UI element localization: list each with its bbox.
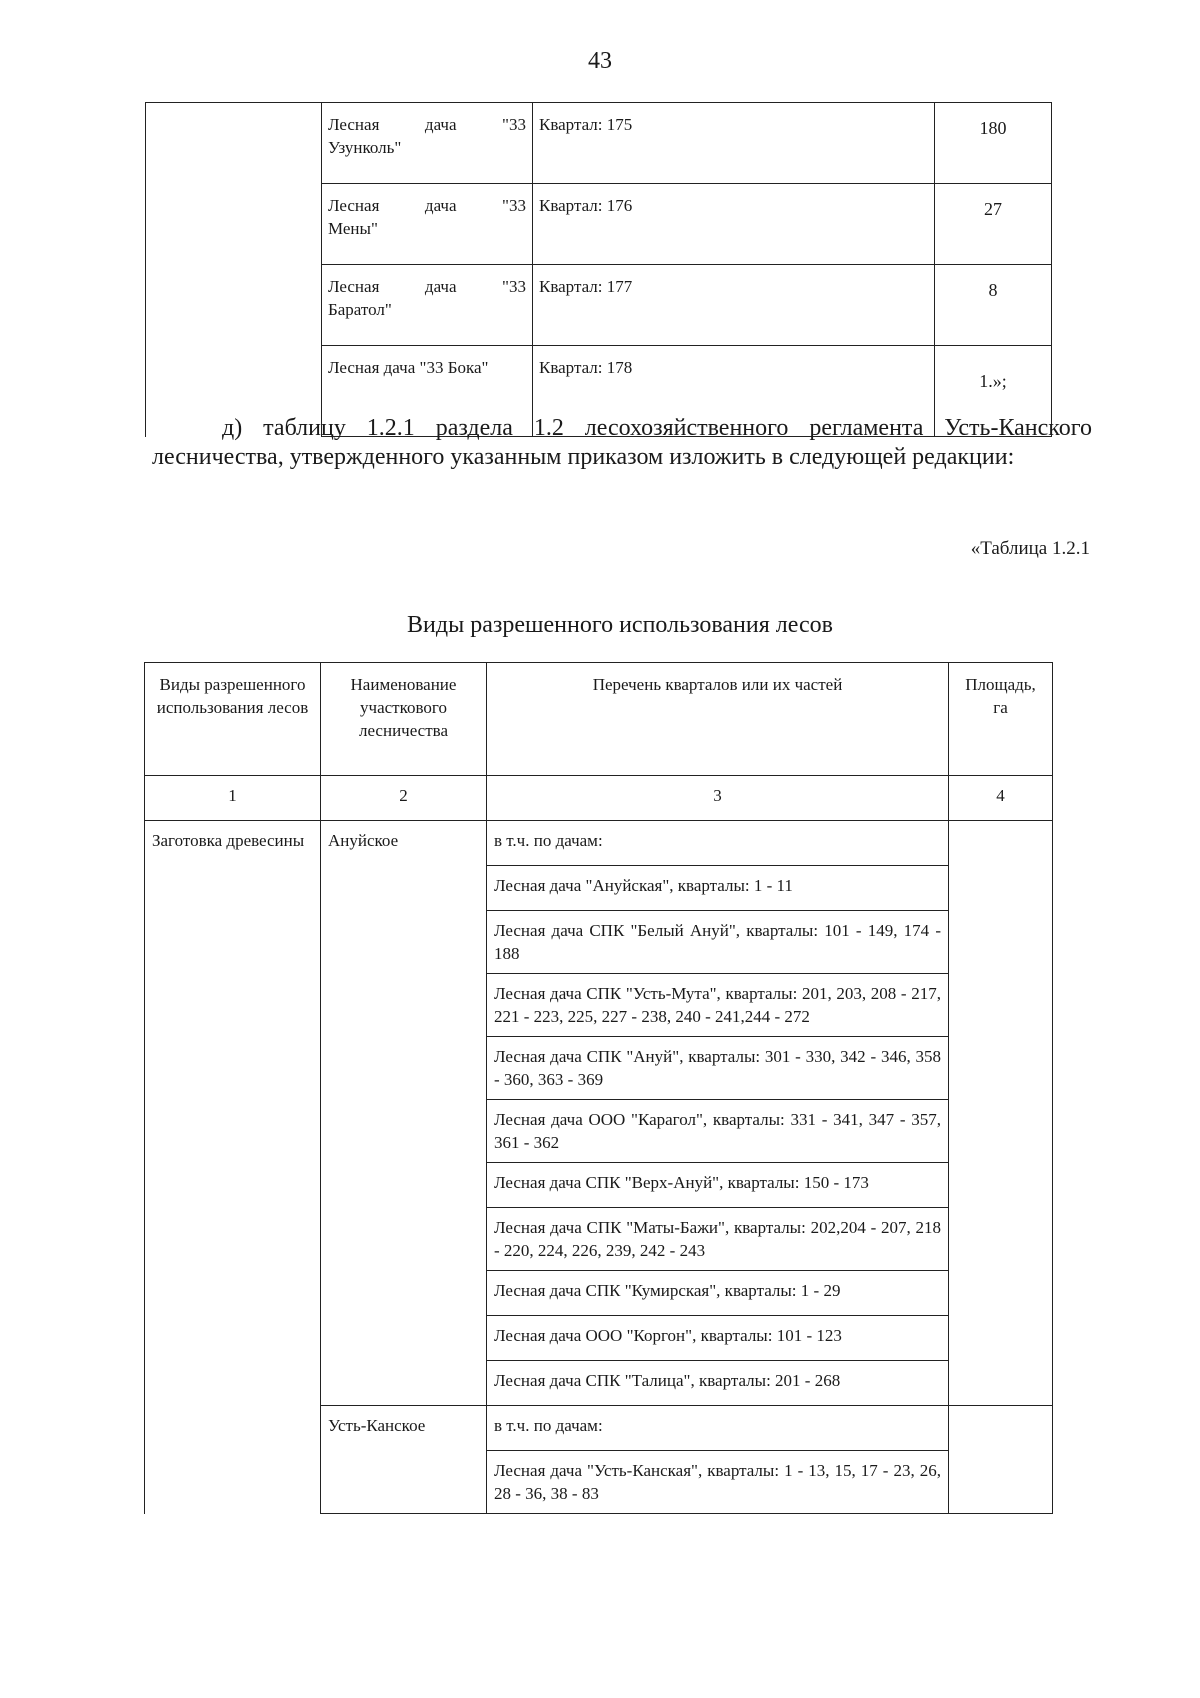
area-cell — [949, 1406, 1053, 1514]
quarter-cell: Квартал: 178 — [533, 346, 935, 437]
forest-dacha-name: Лесная дача "33 Бока" — [322, 346, 533, 437]
permitted-use-table — [144, 662, 1053, 1514]
list-item: Лесная дача ООО "Коргон", кварталы: 101 - 123 — [487, 1316, 949, 1361]
list-item: в т.ч. по дачам: — [487, 821, 949, 866]
header-use-type: Виды разрешенного использования лесов — [145, 663, 321, 776]
header-row — [145, 663, 1053, 776]
area-cell: 27 — [935, 184, 1052, 265]
list-item: Лесная дача СПК "Кумирская", кварталы: 1 - 29 — [487, 1271, 949, 1316]
page-number: 43 — [588, 48, 612, 74]
quarter-cell: Квартал: 177 — [533, 265, 935, 346]
area-cell — [949, 821, 1053, 1406]
amendment-paragraph: д) таблицу 1.2.1 раздела 1.2 лесохозяйственного регламента Усть-Канского лесничества, утвержденного указанным приказом изложить в следующей редакции: — [152, 415, 1092, 470]
quarter-cell: Квартал: 175 — [533, 103, 935, 184]
column-number: 4 — [949, 776, 1053, 821]
area-cell: 1.»; — [935, 346, 1052, 437]
list-item: Лесная дача СПК "Белый Ануй", кварталы: 101 - 149, 174 - 188 — [487, 911, 949, 974]
forest-dacha-name: Лесная дача "33 Баратол" — [322, 265, 533, 346]
column-number-row — [145, 776, 1053, 821]
table-caption: «Таблица 1.2.1 — [970, 538, 1090, 559]
list-item: Лесная дача "Ануйская", кварталы: 1 - 11 — [487, 866, 949, 911]
forestry-name-cell: Ануйское — [321, 821, 487, 1406]
list-item: Лесная дача СПК "Ануй", кварталы: 301 - 330, 342 - 346, 358 - 360, 363 - 369 — [487, 1037, 949, 1100]
quarter-cell: Квартал: 176 — [533, 184, 935, 265]
list-item: Лесная дача СПК "Маты-Бажи", кварталы: 202,204 - 207, 218 - 220, 224, 226, 239, 242 - 243 — [487, 1208, 949, 1271]
header-forestry: Наименование участкового лесничества — [321, 663, 487, 776]
column-number: 3 — [487, 776, 949, 821]
empty-cell — [146, 103, 322, 437]
column-number: 1 — [145, 776, 321, 821]
forest-dacha-name: Лесная дача "33 Узунколь" — [322, 103, 533, 184]
top-table — [145, 102, 1052, 437]
use-type-cell: Заготовка древесины — [145, 821, 321, 1514]
list-item: Лесная дача СПК "Верх-Ануй", кварталы: 150 - 173 — [487, 1163, 949, 1208]
list-item: в т.ч. по дачам: — [487, 1406, 949, 1451]
forest-dacha-name: Лесная дача "33 Мены" — [322, 184, 533, 265]
forestry-name-cell: Усть-Канское — [321, 1406, 487, 1514]
list-item: Лесная дача СПК "Талица", кварталы: 201 - 268 — [487, 1361, 949, 1406]
list-item: Лесная дача "Усть-Канская", кварталы: 1 - 13, 15, 17 - 23, 26, 28 - 36, 38 - 83 — [487, 1451, 949, 1514]
header-quarters: Перечень кварталов или их частей — [487, 663, 949, 776]
area-cell: 180 — [935, 103, 1052, 184]
table-row — [145, 821, 1053, 866]
list-item: Лесная дача СПК "Усть-Мута", кварталы: 201, 203, 208 - 217, 221 - 223, 225, 227 - 238, 240 - 241,244 - 272 — [487, 974, 949, 1037]
header-area: Площадь, га — [949, 663, 1053, 776]
area-cell: 8 — [935, 265, 1052, 346]
table-row — [146, 103, 1052, 184]
list-item: Лесная дача ООО "Карагол", кварталы: 331 - 341, 347 - 357, 361 - 362 — [487, 1100, 949, 1163]
table-title: Виды разрешенного использования лесов — [407, 612, 833, 638]
column-number: 2 — [321, 776, 487, 821]
